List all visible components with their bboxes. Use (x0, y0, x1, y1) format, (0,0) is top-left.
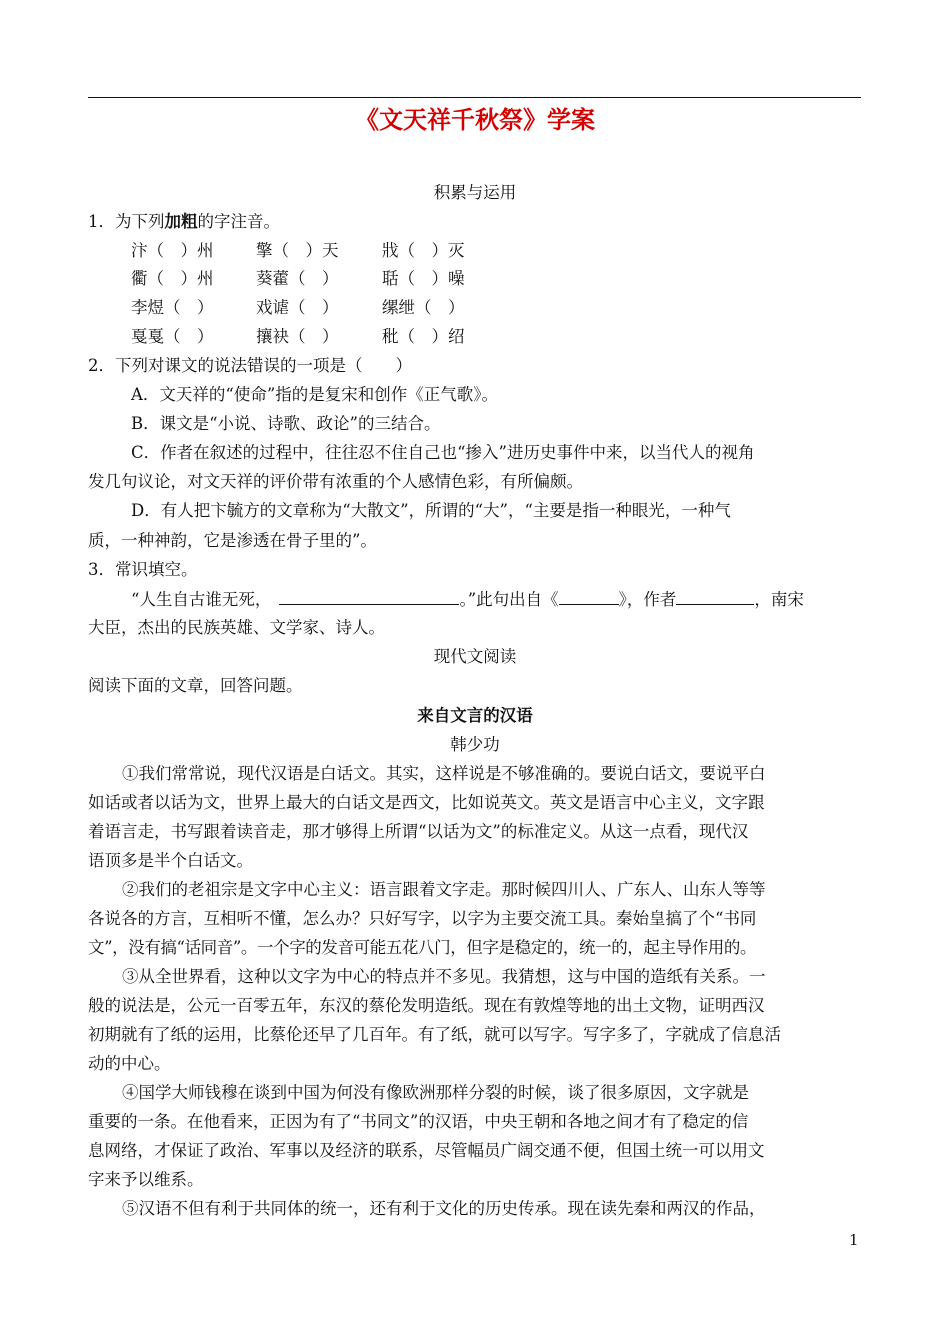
q1-stem-bold: 加粗 (164, 212, 198, 231)
blank-source[interactable] (559, 588, 619, 605)
blank-author[interactable] (676, 588, 754, 605)
pinyin-item: 攘袂（ ） (256, 327, 339, 346)
q3-fill-line-2: 大臣，杰出的民族英雄、文学家、诗人。 (88, 618, 385, 637)
article-line: 初期就有了纸的运用，比蔡伦还早了几百年。有了纸，就可以写字。写字多了，字就成了信息活 (88, 1025, 781, 1044)
article-line: 动的中心。 (88, 1054, 171, 1073)
pinyin-item: 葵藿（ ） (256, 269, 339, 288)
article-line: 文”，没有搞“话同音”。一个字的发音可能五花八门，但字是稳定的，统一的，起主导作用的。 (88, 938, 757, 957)
q2-option-c-line-2: 发几句议论，对文天祥的评价带有浓重的个人感情色彩，有所偏颇。 (88, 472, 583, 491)
q2-option-c-line-1: C．作者在叙述的过程中，往往忍不住自己也“掺入”进历史事件中来，以当代人的视角 (131, 443, 755, 462)
article-line: 重要的一条。在他看来，正因为有了“书同文”的汉语，中央王朝和各地之间才有了稳定的信 (88, 1112, 749, 1131)
pinyin-item: 秕（ ）绍 (382, 327, 465, 346)
reading-instruction: 阅读下面的文章，回答问题。 (88, 676, 303, 695)
article-line: 各说各的方言，互相听不懂，怎么办？只好写字，以字为主要交流工具。秦始皇搞了个“书同 (88, 909, 757, 928)
page-title: 《文天祥千秋祭》学案 (355, 106, 595, 134)
pinyin-item: 李煜（ ） (131, 298, 214, 317)
q1-stem-post: 的字注音。 (197, 212, 280, 231)
q3-fill-line-1 (131, 588, 804, 611)
q3-part-d: ，南宋 (754, 590, 804, 609)
article-line: ①我们常常说，现代汉语是白话文。其实，这样说是不够准确的。要说白话文，要说平白 (122, 764, 766, 783)
pinyin-item: 汴（ ）州 (131, 241, 214, 260)
q3-part-b: 。”此句出自《 (459, 590, 559, 609)
article-line: 字来予以维系。 (88, 1170, 204, 1189)
article-line: ⑤汉语不但有利于共同体的统一，还有利于文化的历史传承。现在读先秦和两汉的作品， (122, 1199, 766, 1218)
article-line: 着语言走，书写跟着读音走，那才够得上所谓“以话为文”的标准定义。从这一点看，现代汉 (88, 822, 749, 841)
question-1-stem (88, 211, 280, 233)
pinyin-item: 聒（ ）噪 (382, 269, 465, 288)
q1-stem-pre: 1．为下列 (88, 212, 165, 231)
header-rule (88, 97, 861, 98)
q3-part-c: 》，作者 (618, 590, 677, 609)
page-number: 1 (849, 1231, 859, 1249)
pinyin-item: 缧绁（ ） (382, 298, 465, 317)
question-2-stem: 2．下列对课文的说法错误的一项是（ ） (88, 356, 412, 375)
pinyin-item: 戕（ ）灭 (382, 241, 465, 260)
q2-option-d-line-1: D．有人把卞毓方的文章称为“大散文”，所谓的“大”，“主要是指一种眼光，一种气 (131, 501, 731, 520)
article-line: ④国学大师钱穆在谈到中国为何没有像欧洲那样分裂的时候，谈了很多原因，文字就是 (122, 1083, 749, 1102)
q2-option-b: B．课文是“小说、诗歌、政论”的三结合。 (131, 414, 441, 433)
pinyin-item: 衢（ ）州 (131, 269, 214, 288)
article-line: ②我们的老祖宗是文字中心主义：语言跟着文字走。那时候四川人、广东人、山东人等等 (122, 880, 766, 899)
article-line: ③从全世界看，这种以文字为中心的特点并不多见。我猜想，这与中国的造纸有关系。一 (122, 967, 766, 986)
q2-option-a: A．文天祥的“使命”指的是复宋和创作《正气歌》。 (131, 385, 499, 404)
section-heading-reading: 现代文阅读 (433, 647, 517, 666)
pinyin-item: 戛戛（ ） (131, 327, 214, 346)
article-line: 语顶多是半个白话文。 (88, 851, 253, 870)
article-line: 息网络，才保证了政治、军事以及经济的联系，尽管幅员广阔交通不便，但国土统一可以用文 (88, 1141, 765, 1160)
pinyin-item: 戏谑（ ） (256, 298, 339, 317)
pinyin-item: 擎（ ）天 (256, 241, 339, 260)
question-3-stem: 3．常识填空。 (88, 560, 198, 579)
article-line: 般的说法是，公元一百零五年，东汉的蔡伦发明造纸。现在有敦煌等地的出土文物，证明西汉 (88, 996, 765, 1015)
blank-verse[interactable] (279, 588, 459, 605)
q2-option-d-line-2: 质，一种神韵，它是渗透在骨子里的”。 (88, 531, 377, 550)
section-heading-accumulation: 积累与运用 (433, 183, 517, 202)
article-author: 韩少功 (450, 735, 500, 754)
article-line: 如话或者以话为文，世界上最大的白话文是西文，比如说英文。英文是语言中心主义，文字跟 (88, 793, 765, 812)
article-title: 来自文言的汉语 (417, 706, 533, 725)
q3-part-a: “人生自古谁无死， (131, 590, 272, 609)
